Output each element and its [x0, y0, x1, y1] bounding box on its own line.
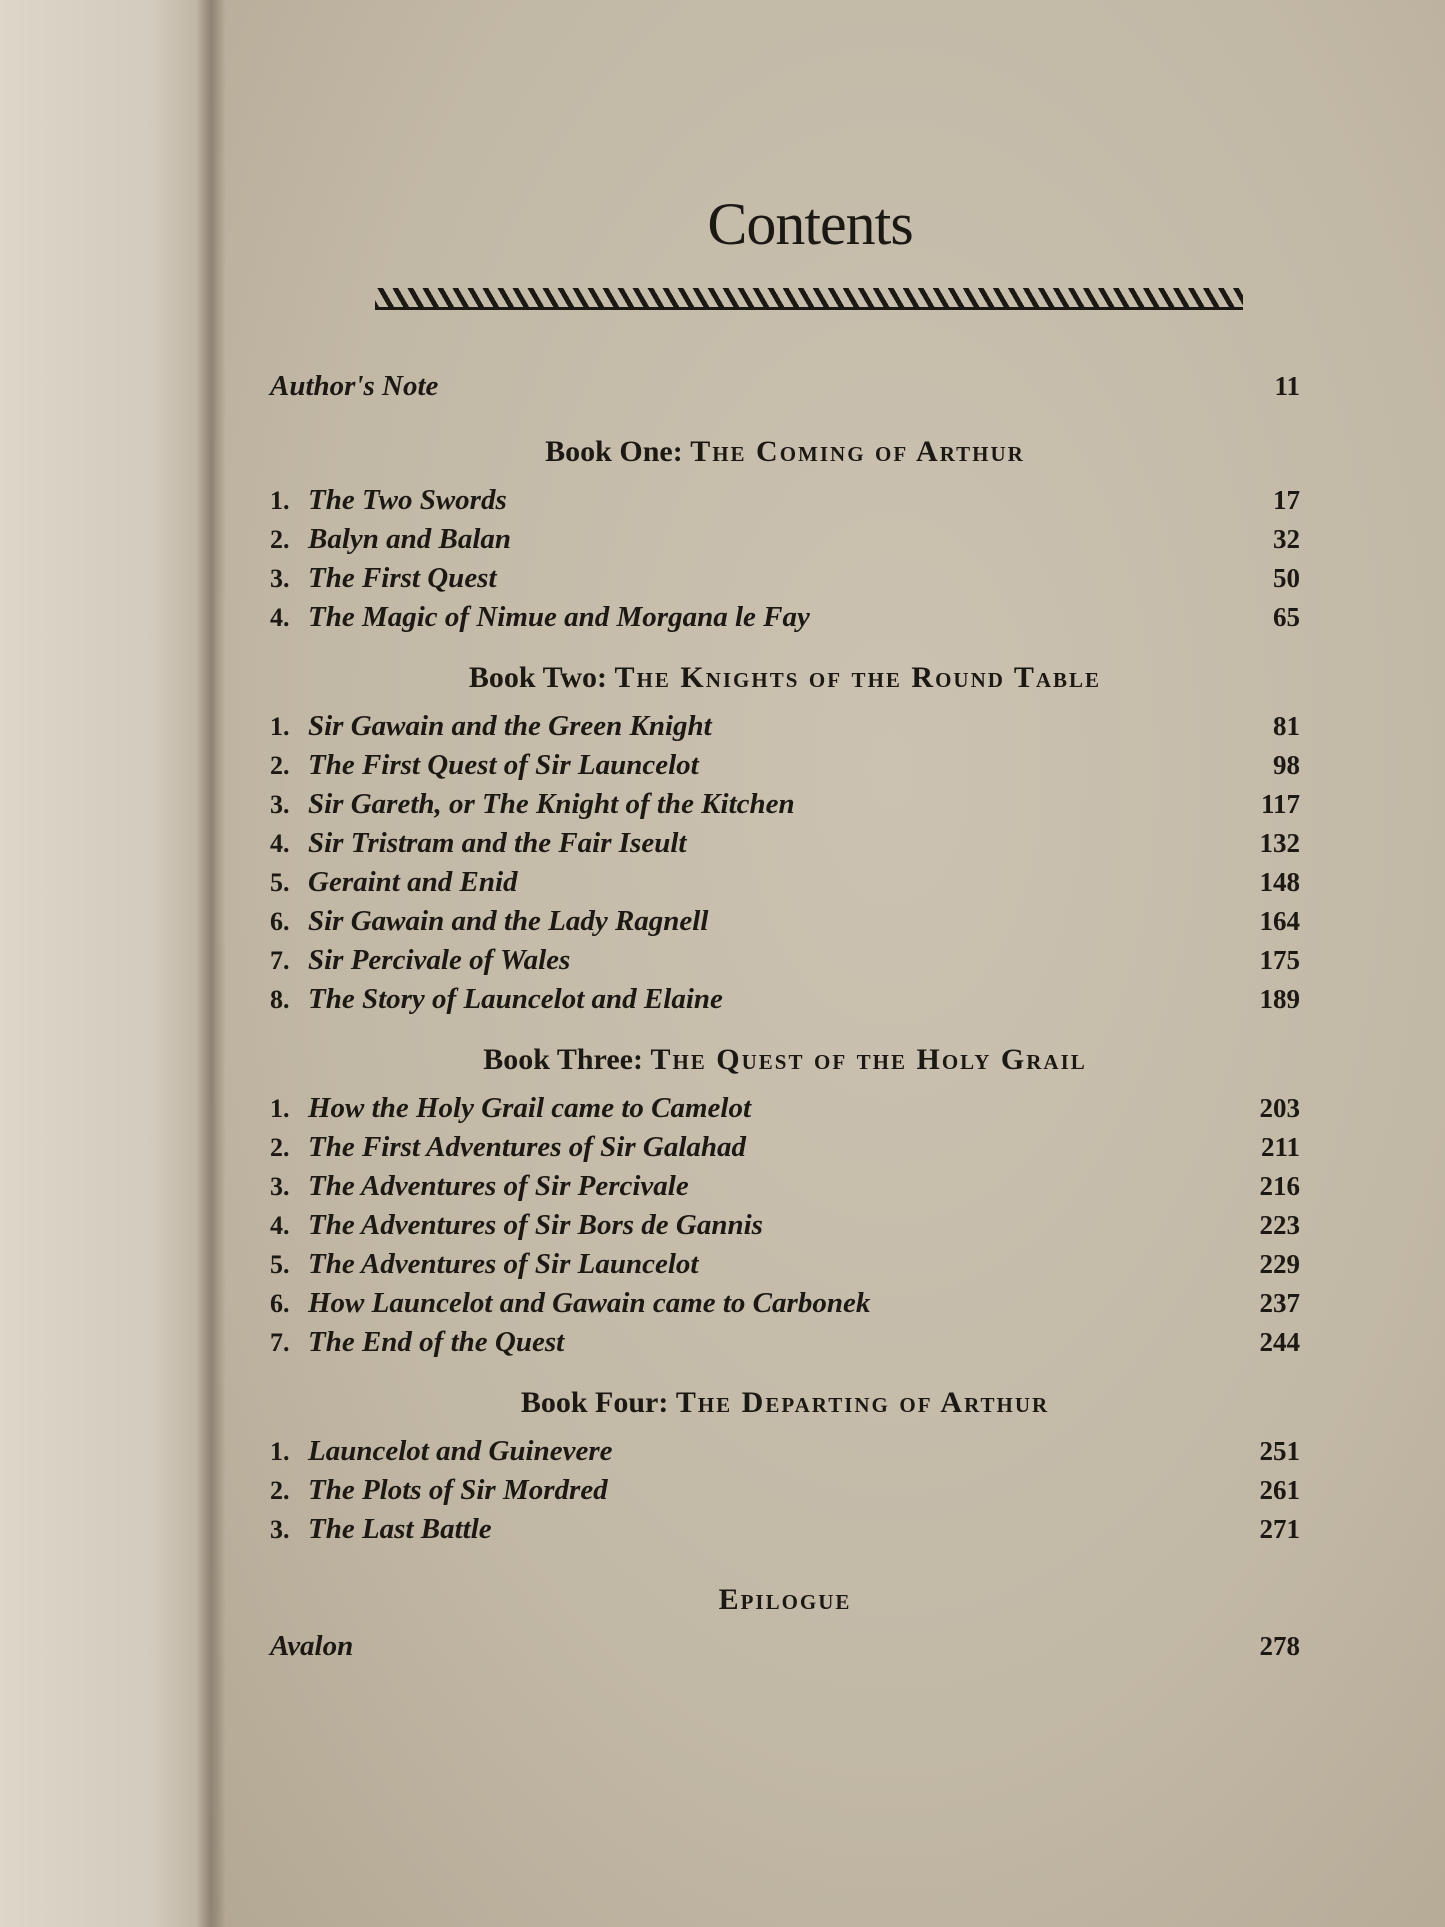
chapter-entry [270, 1170, 1300, 1209]
chapter-number: 7. [270, 946, 290, 975]
chapter-page: 251 [1259, 1436, 1300, 1466]
book-gutter [196, 0, 226, 1927]
chapter-title: Sir Gawain and the Green Knight [308, 710, 712, 742]
chapter-entry [270, 1474, 1300, 1513]
chapter-page: 32 [1273, 524, 1300, 554]
chapter-entry [270, 1513, 1300, 1552]
book-name: The Knights of the Round Table [614, 661, 1102, 694]
chapter-page: 216 [1259, 1171, 1300, 1201]
chapter-title: The First Quest of Sir Launcelot [308, 749, 699, 781]
book-label: Book One: [545, 435, 683, 468]
chapter-title: The First Quest [308, 562, 497, 594]
book-label: Book Four: [520, 1386, 669, 1419]
chapter-title: Balyn and Balan [308, 523, 512, 555]
chapter-number: 1. [270, 712, 290, 741]
chapter-number: 7. [270, 1328, 290, 1357]
chapter-page: 65 [1273, 602, 1300, 632]
chapter-entry [270, 944, 1300, 983]
chapter-entry [270, 1209, 1300, 1248]
chapter-number: 5. [270, 1250, 290, 1279]
chapter-title: The End of the Quest [308, 1326, 565, 1358]
chapter-title: Sir Gareth, or The Knight of the Kitchen [308, 788, 795, 820]
chapter-number: 6. [270, 907, 290, 936]
chapter-title: The Last Battle [308, 1513, 492, 1545]
chapter-page: 148 [1259, 867, 1300, 897]
chapter-entry [270, 601, 1300, 640]
chapter-page: 81 [1273, 711, 1300, 741]
chapter-title: The Adventures of Sir Percivale [308, 1170, 689, 1202]
chapter-number: 4. [270, 603, 290, 632]
chapter-number: 3. [270, 1515, 290, 1544]
chapter-page: 175 [1259, 945, 1300, 975]
chapter-number: 4. [270, 829, 290, 858]
chapter-number: 2. [270, 525, 290, 554]
chapter-entry [270, 710, 1300, 749]
chapter-title: The Adventures of Sir Bors de Gannis [308, 1209, 763, 1241]
chapter-entry [270, 866, 1300, 905]
authors-note-entry [270, 370, 1300, 414]
chapter-number: 5. [270, 868, 290, 897]
chapter-page: 261 [1259, 1475, 1300, 1505]
chapter-page: 17 [1273, 485, 1300, 515]
chapter-entry [270, 1326, 1300, 1365]
chapter-page: 211 [1260, 1132, 1300, 1162]
decorative-rule [375, 288, 1243, 310]
chapter-page: 244 [1259, 1327, 1300, 1357]
chapter-title: How Launcelot and Gawain came to Carbonek [308, 1287, 871, 1319]
book-heading [270, 430, 1300, 474]
chapter-page: 117 [1260, 789, 1300, 819]
chapter-title: Sir Gawain and the Lady Ragnell [308, 905, 709, 937]
epilogue-title: Avalon [270, 1630, 354, 1662]
chapter-entry [270, 562, 1300, 601]
book-name: The Coming of Arthur [690, 435, 1025, 468]
chapter-entry [270, 1248, 1300, 1287]
chapter-entry [270, 1131, 1300, 1170]
page-title: Contents [707, 191, 913, 257]
chapter-entry [270, 827, 1300, 866]
chapter-entry [270, 484, 1300, 523]
chapter-number: 2. [270, 751, 290, 780]
chapter-entry [270, 1435, 1300, 1474]
chapter-title: The Story of Launcelot and Elaine [308, 983, 723, 1015]
chapter-page: 223 [1259, 1210, 1300, 1240]
chapter-title: The First Adventures of Sir Galahad [308, 1131, 747, 1163]
authors-note-page: 11 [1274, 371, 1300, 401]
chapter-number: 4. [270, 1211, 290, 1240]
chapter-title: Geraint and Enid [308, 866, 518, 898]
chapter-number: 3. [270, 564, 290, 593]
book-heading [270, 656, 1300, 700]
chapter-page: 189 [1259, 984, 1300, 1014]
epilogue-heading: Epilogue [718, 1583, 852, 1616]
chapter-number: 2. [270, 1476, 290, 1505]
chapter-page: 203 [1259, 1093, 1300, 1123]
chapter-entry [270, 1287, 1300, 1326]
chapter-page: 164 [1259, 906, 1300, 936]
chapter-entry [270, 788, 1300, 827]
chapter-number: 3. [270, 790, 290, 819]
epilogue-page: 278 [1259, 1631, 1300, 1661]
chapter-entry [270, 523, 1300, 562]
chapter-title: The Plots of Sir Mordred [308, 1474, 608, 1506]
chapter-title: Sir Percivale of Wales [308, 944, 571, 976]
chapter-entry [270, 905, 1300, 944]
chapter-entry [270, 983, 1300, 1022]
chapter-title: The Adventures of Sir Launcelot [308, 1248, 699, 1280]
chapter-title: Sir Tristram and the Fair Iseult [308, 827, 687, 859]
chapter-entry [270, 749, 1300, 788]
chapter-title: The Magic of Nimue and Morgana le Fay [308, 601, 810, 633]
facing-page [0, 0, 215, 1927]
table-of-contents [270, 370, 1300, 1669]
chapter-number: 6. [270, 1289, 290, 1318]
chapter-number: 3. [270, 1172, 290, 1201]
chapter-number: 1. [270, 1094, 290, 1123]
book-label: Book Two: [468, 661, 608, 694]
chapter-number: 1. [270, 486, 290, 515]
book-name: The Quest of the Holy Grail [650, 1043, 1087, 1076]
book-heading [270, 1381, 1300, 1425]
chapter-page: 229 [1259, 1249, 1300, 1279]
chapter-title: The Two Swords [308, 484, 507, 516]
chapter-number: 8. [270, 985, 290, 1014]
chapter-entry [270, 1092, 1300, 1131]
book-name: The Departing of Arthur [675, 1386, 1050, 1419]
chapter-page: 98 [1273, 750, 1300, 780]
chapter-number: 2. [270, 1133, 290, 1162]
chapter-title: Launcelot and Guinevere [308, 1435, 613, 1467]
chapter-page: 50 [1273, 563, 1300, 593]
chapter-page: 132 [1259, 828, 1300, 858]
chapter-number: 1. [270, 1437, 290, 1466]
book-label: Book Three: [483, 1043, 643, 1076]
chapter-page: 271 [1259, 1514, 1300, 1544]
authors-note-title: Author's Note [270, 370, 439, 402]
book-heading [270, 1038, 1300, 1082]
chapter-title: How the Holy Grail came to Camelot [308, 1092, 752, 1124]
epilogue-entry [270, 1630, 1300, 1669]
chapter-page: 237 [1259, 1288, 1300, 1318]
